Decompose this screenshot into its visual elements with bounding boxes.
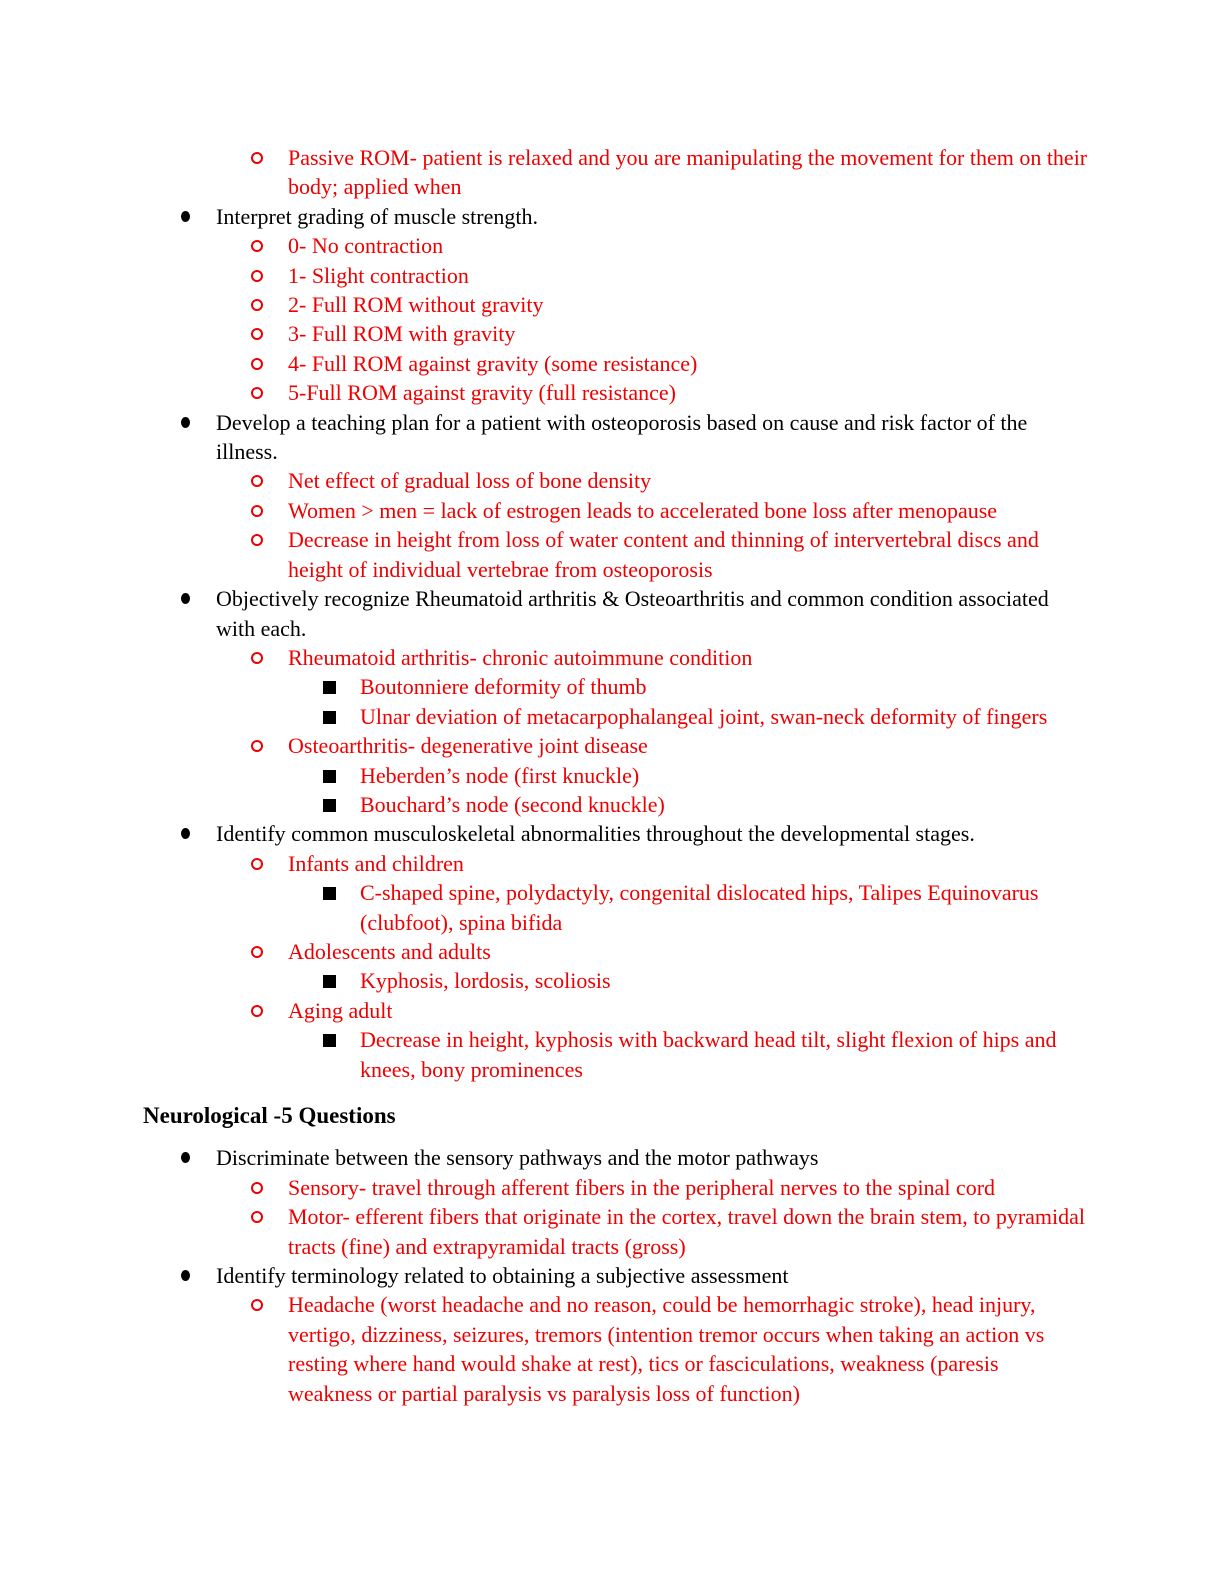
list-item-text: 3- Full ROM with gravity [288, 321, 516, 347]
list-item-text: 0- No contraction [288, 233, 444, 259]
square-bullet-icon [323, 711, 336, 724]
list-item [360, 966, 1088, 995]
circle-bullet-icon [251, 328, 263, 340]
circle-bullet-icon [251, 652, 263, 664]
circle-bullet-icon [251, 946, 263, 958]
list-item-text: Osteoarthritis- degenerative joint disease [288, 733, 648, 759]
list-item [360, 702, 1088, 731]
list-item [288, 996, 1088, 1025]
list-item-text: Net effect of gradual loss of bone density [288, 468, 652, 494]
list-item-text: Ulnar deviation of metacarpophalangeal joint, swan-neck deformity of fingers [360, 703, 1048, 729]
list-item-text: Interpret grading of muscle strength. [216, 203, 538, 229]
list-item-text: Decrease in height, kyphosis with backward head tilt, slight flexion of hips and knees, bony prominences [360, 1027, 1057, 1082]
disc-bullet-icon [181, 1152, 190, 1163]
list-item-text: Develop a teaching plan for a patient with osteoporosis based on cause and risk factor of the illness. [216, 409, 1028, 465]
list-item [216, 1143, 1088, 1172]
list-item [360, 761, 1088, 790]
list-item-text: 1- Slight contraction [288, 262, 469, 288]
list-item [288, 1202, 1088, 1261]
list-item-text: Passive ROM- patient is relaxed and you are manipulating the movement for them on their body; applied when [288, 145, 1088, 200]
square-bullet-icon [323, 1034, 336, 1047]
list-item-text: C-shaped spine, polydactyly, congenital dislocated hips, Talipes Equinovarus (clubfoot), spina bifida [360, 880, 1039, 935]
circle-bullet-icon [251, 1299, 263, 1311]
document-body [0, 143, 1224, 1408]
circle-bullet-icon [251, 270, 263, 282]
list-item [288, 496, 1088, 525]
list-item-text: Discriminate between the sensory pathways and the motor pathways [216, 1145, 819, 1171]
circle-bullet-icon [251, 858, 263, 870]
list-item [288, 1290, 1088, 1408]
list-item [288, 849, 1088, 878]
circle-bullet-icon [251, 152, 263, 164]
list-item-text: Headache (worst headache and no reason, could be hemorrhagic stroke), head injury, vertigo, dizziness, seizures, tremors (intention tremor occurs when taking an action vs resting where hand would shake at rest), tics or fasciculations, weakness (paresis weakness or partial paralysis vs paralysis loss of function) [288, 1292, 1045, 1406]
list-item [288, 731, 1088, 760]
square-bullet-icon [323, 975, 336, 988]
list-item [216, 202, 1088, 231]
list-item-text: Kyphosis, lordosis, scoliosis [360, 968, 611, 994]
square-bullet-icon [323, 681, 336, 694]
list-item [288, 378, 1088, 407]
square-bullet-icon [323, 887, 336, 900]
list-item [360, 1025, 1088, 1084]
list-item [288, 231, 1088, 260]
list-item [216, 584, 1088, 643]
list-item-text: Identify terminology related to obtaining a subjective assessment [216, 1263, 789, 1289]
list-item-text: 2- Full ROM without gravity [288, 292, 544, 318]
list-item-text: Women > men = lack of estrogen leads to accelerated bone loss after menopause [288, 497, 998, 523]
circle-bullet-icon [251, 358, 263, 370]
list-item [288, 525, 1088, 584]
disc-bullet-icon [181, 417, 190, 428]
list-item [288, 290, 1088, 319]
list-item-text: Motor- efferent fibers that originate in the cortex, travel down the brain stem, to pyramidal tracts (fine) and extrapyramidal tracts (gross) [288, 1204, 1086, 1259]
list-item-text: Adolescents and adults [288, 938, 491, 964]
list-item [288, 349, 1088, 378]
circle-bullet-icon [251, 1211, 263, 1223]
circle-bullet-icon [251, 1182, 263, 1194]
circle-bullet-icon [251, 505, 263, 517]
list-item [288, 466, 1088, 495]
list-item-text: Infants and children [288, 850, 464, 876]
circle-bullet-icon [251, 299, 263, 311]
circle-bullet-icon [251, 475, 263, 487]
disc-bullet-icon [181, 593, 190, 604]
circle-bullet-icon [251, 740, 263, 752]
list-item [288, 143, 1088, 202]
list-item [216, 1261, 1088, 1290]
list-item [288, 643, 1088, 672]
list-item-text: Sensory- travel through afferent fibers in the peripheral nerves to the spinal cord [288, 1174, 996, 1200]
list-item-text: Heberden’s node (first knuckle) [360, 762, 640, 788]
list-item [360, 790, 1088, 819]
list-item-text: Bouchard’s node (second knuckle) [360, 791, 665, 817]
list-item [288, 319, 1088, 348]
list-item [288, 937, 1088, 966]
list-item-text: Decrease in height from loss of water content and thinning of intervertebral discs and height of individual vertebrae from osteoporosis [288, 527, 1039, 582]
section-heading: Neurological -5 Questions [143, 1103, 396, 1128]
list-item-text: Objectively recognize Rheumatoid arthritis & Osteoarthritis and common condition associated with each. [216, 586, 1049, 641]
circle-bullet-icon [251, 534, 263, 546]
list-item-text: 5-Full ROM against gravity (full resistance) [288, 380, 676, 406]
circle-bullet-icon [251, 1005, 263, 1017]
circle-bullet-icon [251, 387, 263, 399]
list-item-text: Rheumatoid arthritis- chronic autoimmune condition [288, 644, 753, 670]
list-item-text: 4- Full ROM against gravity (some resistance) [288, 350, 698, 376]
square-bullet-icon [323, 770, 336, 783]
list-item [288, 261, 1088, 290]
disc-bullet-icon [181, 1270, 190, 1281]
list-item [288, 1173, 1088, 1202]
list-item [216, 408, 1088, 467]
circle-bullet-icon [251, 240, 263, 252]
list-item [360, 672, 1088, 701]
list-item-text: Identify common musculoskeletal abnormalities throughout the developmental stages. [216, 821, 975, 847]
list-item [216, 819, 1088, 848]
square-bullet-icon [323, 799, 336, 812]
list-item-text: Aging adult [288, 997, 393, 1023]
list-item [360, 878, 1088, 937]
list-item-text: Boutonniere deformity of thumb [360, 674, 647, 700]
disc-bullet-icon [181, 211, 190, 222]
disc-bullet-icon [181, 828, 190, 839]
